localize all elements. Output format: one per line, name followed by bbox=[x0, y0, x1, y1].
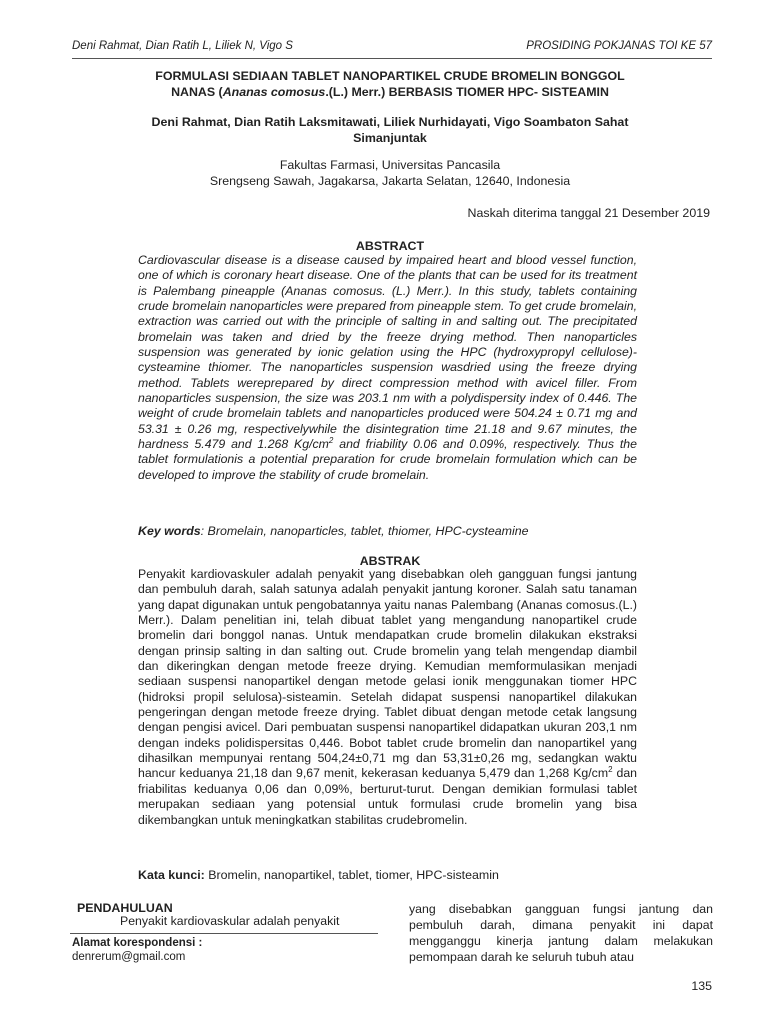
title-species: Ananas comosus bbox=[222, 85, 326, 99]
header-divider bbox=[72, 58, 712, 59]
author-list: Deni Rahmat, Dian Ratih Laksmitawati, Liliek Nurhidayati, Vigo Soambaton Sahat Simanjuntak bbox=[151, 115, 629, 145]
pendahuluan-left-text: Penyakit kardiovaskular adalah penyakit bbox=[120, 914, 340, 928]
pendahuluan-right-column: yang disebabkan gangguan fungsi jantung dan pembuluh darah, dimana penyakit ini dapat mengganggu kinerja jantung dalam melakukan pemompaan darah ke seluruh tubuh atau bbox=[409, 902, 713, 964]
page-number: 135 bbox=[691, 979, 712, 993]
abstrak-body: Penyakit kardiovaskuler adalah penyakit yang disebabkan oleh gangguan fungsi jantung dan pembuluh darah, salah satunya adalah penyakit jantung koroner. Salah satu tanaman yang dapat digunakan untuk pengobatannya yaitu nanas Palembang (Ananas comosus.(L.) Merr.). Dalam penelitian ini, telah dibuat tablet yang mengandung nanopartikel crude bromelin dari bonggol nanas. Untuk mendapatkan crude bromelin dilakukan ekstraksi dengan prinsip salting in dan salting out. Crude bromelin yang telah mengendap diambil dan dikeringkan dengan metode freeze drying. Kemudian memformulasikan menjadi sediaan suspensi nanopartikel dengan metode gelasi ionik menggunakan tiomer HPC (hidroksi propil selulosa)-sisteamin. Setelah didapat suspensi nanopartikel dilakukan pengeringan dengan metode freeze drying. Tablet dibuat dengan metode cetak langsung dengan pengisi avicel. Dari pembuatan suspensi nanopartikel didapatkan ukuran 203,1 nm dengan indeks polidispersitas 0,446. Bobot tablet crude bromelin dan nanopartikel yang dihasilkan mempunyai rentang 504,24±0,71 mg dan 53,31±0,26 mg, sedangkan waktu hancur keduanya 21,18 dan 9,67 menit, kekerasan keduanya 5,479 dan 1,268 $Kg/cm^2$ dan friabilitas keduanya 0,06 dan 0,09%, berturut-turut. Dengan demikian formulasi tablet merupakan sediaan yang potensial untuk formulasi crude bromelin yang bisa dikembangkan untuk meningkatkan stabilitas crudebromelin. bbox=[138, 567, 637, 827]
section-heading-pendahuluan: PENDAHULUAN bbox=[77, 901, 173, 915]
footnote-divider bbox=[70, 933, 378, 934]
affiliation: Fakultas Farmasi, Universitas Pancasila Srengseng Sawah, Jagakarsa, Jakarta Selatan, 12640, Indonesia bbox=[209, 158, 571, 188]
correspondence-email[interactable]: denrerum@gmail.com bbox=[72, 951, 186, 963]
title-line-1: FORMULASI SEDIAAN TABLET NANOPARTIKEL CRUDE BROMELIN BONGGOL bbox=[155, 69, 625, 83]
received-date: Naskah diterima tanggal 21 Desember 2019 bbox=[467, 206, 710, 220]
running-header bbox=[72, 40, 712, 58]
kata-kunci-label: Kata kunci: bbox=[138, 868, 205, 882]
header-authors: Deni Rahmat, Dian Ratih L, Liliek N, Vigo S bbox=[72, 40, 293, 52]
kata-kunci: Kata kunci: Bromelin, nanopartikel, tablet, tiomer, HPC-sisteamin bbox=[138, 868, 499, 882]
abstrak-heading: ABSTRAK bbox=[359, 554, 421, 568]
keywords-label: Key words bbox=[138, 524, 201, 538]
paper-title bbox=[110, 68, 670, 100]
abstract-body: Cardiovascular disease is a disease caused by impaired heart and blood vessel function, one of which is coronary heart disease. One of the plants that can be used for its treatment is Palembang pineapple (Ananas comosus. (L.) Merr.). In this study, tablets containing crude bromelain nanoparticles were prepared from pineapple stem. To get crude bromelain, extraction was carried out with the principle of salting in and salting out. The precipitated bromelain was taken and dried by the freeze drying method. Then nanoparticles suspension was generated by ionic gelation using the HPC (hydroxypropyl cellulose)-cysteamine thiomer. The nanoparticles suspension wasdried using the freeze drying method. Tablets wereprepared by direct compression method with avicel filler. From nanoparticles suspension, the size was 203.1 nm with a polydispersity index of 0.446. The weight of crude bromelain tablets and nanoparticles produced were 504.24 ± 0.71 mg and 53.31 ± 0.26 mg, respectivelywhile the disintegration time 21.18 and 9.67 minutes, the hardness 5.479 and 1.268 $Kg/cm^2$ and friability 0.06 and 0.09%, respectively. Thus the tablet formulationis a potential preparation for crude bromelain formulation which can be developed to improve the stability of crude bromelain. bbox=[138, 253, 637, 482]
title-line-2: NANAS (Ananas comosus.(L.) Merr.) BERBASIS TIOMER HPC- SISTEAMIN bbox=[171, 85, 609, 99]
abstract-heading: ABSTRACT bbox=[355, 239, 425, 253]
keywords: Key words: Bromelain, nanoparticles, tablet, thiomer, HPC-cysteamine bbox=[138, 524, 529, 538]
header-journal: PROSIDING POKJANAS TOI KE 57 bbox=[526, 40, 712, 52]
correspondence-label: Alamat korespondensi : bbox=[72, 937, 203, 949]
